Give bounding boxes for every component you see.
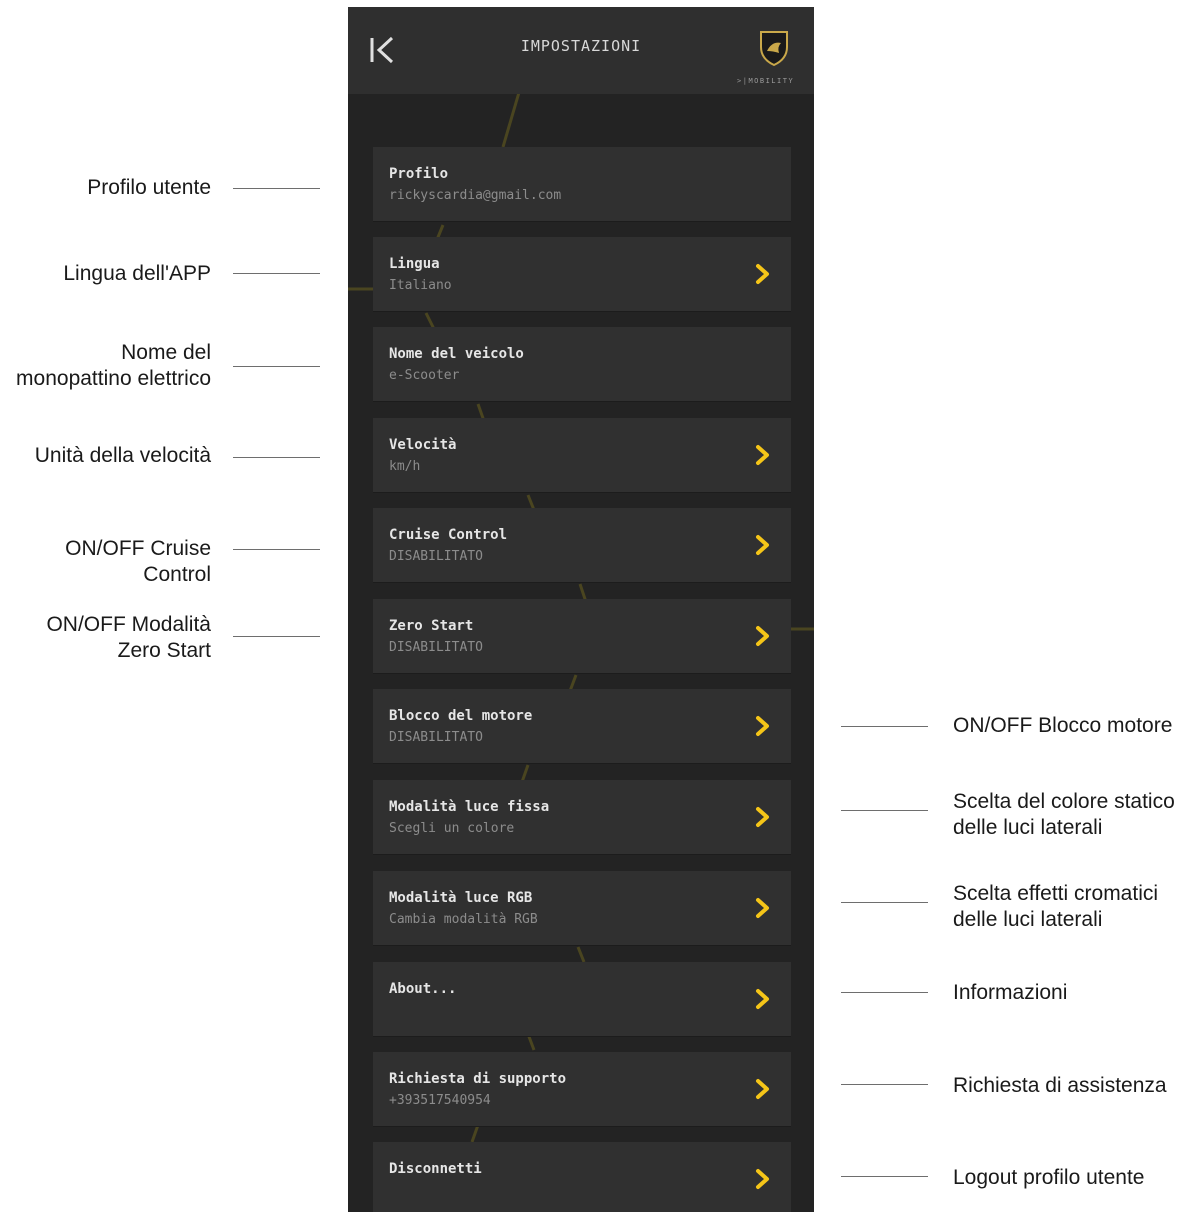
settings-item-blocco-motore[interactable] xyxy=(373,689,791,763)
chevron-right-icon[interactable] xyxy=(755,806,771,828)
settings-item-value: km/h xyxy=(389,459,421,474)
phone-screen xyxy=(348,7,814,1212)
settings-item-title: Velocità xyxy=(389,437,457,453)
chevron-right-icon[interactable] xyxy=(755,1168,771,1190)
chevron-right-icon[interactable] xyxy=(755,988,771,1010)
annotation-label: Logout profilo utente xyxy=(953,1166,1145,1189)
settings-item-value: DISABILITATO xyxy=(389,640,483,655)
annotation-label: ON/OFF Modalità Zero Start xyxy=(46,613,211,662)
settings-item-velocita[interactable] xyxy=(373,418,791,492)
settings-item-value: e-Scooter xyxy=(389,368,460,383)
settings-item-value: Scegli un colore xyxy=(389,821,515,836)
chevron-right-icon[interactable] xyxy=(755,1078,771,1100)
settings-item-cruise-control[interactable] xyxy=(373,508,791,582)
annotation-label: Scelta effetti cromatici delle luci laterali xyxy=(953,882,1159,931)
settings-item-title: Zero Start xyxy=(389,618,474,634)
annotation-label: Scelta del colore statico delle luci laterali xyxy=(953,790,1175,839)
settings-item-title: About... xyxy=(389,981,457,997)
brand-label: >|MOBILITY xyxy=(737,77,795,85)
chevron-right-icon[interactable] xyxy=(755,534,771,556)
settings-item-luce-fissa[interactable] xyxy=(373,780,791,854)
settings-item-title: Nome del veicolo xyxy=(389,346,524,362)
annotation-label: Lingua dell'APP xyxy=(63,262,211,285)
settings-item-nome-veicolo[interactable] xyxy=(373,327,791,401)
settings-item-zero-start[interactable] xyxy=(373,599,791,673)
settings-item-value: Italiano xyxy=(389,278,452,293)
annotation-connector xyxy=(233,188,320,189)
settings-item-luce-rgb[interactable] xyxy=(373,871,791,945)
chevron-right-icon[interactable] xyxy=(755,444,771,466)
settings-item-value: Cambia modalità RGB xyxy=(389,912,538,927)
app-header xyxy=(348,7,814,94)
settings-item-title: Lingua xyxy=(389,256,440,272)
annotation-connector xyxy=(233,366,320,367)
settings-item-title: Profilo xyxy=(389,166,449,182)
annotation-connector xyxy=(841,992,928,993)
settings-item-profilo[interactable] xyxy=(373,147,791,221)
annotation-label: ON/OFF Cruise Control xyxy=(65,537,211,586)
chevron-right-icon[interactable] xyxy=(755,897,771,919)
annotation-connector xyxy=(233,636,320,637)
settings-item-title: Disconnetti xyxy=(389,1161,482,1177)
annotation-connector xyxy=(841,726,928,727)
annotation-connector xyxy=(841,1176,928,1177)
chevron-right-icon[interactable] xyxy=(755,263,771,285)
settings-item-value: +393517540954 xyxy=(389,1093,491,1108)
settings-item-about[interactable] xyxy=(373,962,791,1036)
annotation-connector xyxy=(233,549,320,550)
annotation-connector xyxy=(841,1084,928,1085)
lamborghini-shield-icon xyxy=(758,29,790,67)
settings-item-value: DISABILITATO xyxy=(389,549,483,564)
chevron-right-icon[interactable] xyxy=(755,715,771,737)
settings-item-title: Cruise Control xyxy=(389,527,508,543)
annotation-connector xyxy=(841,902,928,903)
settings-item-value: DISABILITATO xyxy=(389,730,483,745)
page-title: IMPOSTAZIONI xyxy=(520,37,642,55)
settings-item-disconnetti[interactable] xyxy=(373,1142,791,1212)
annotation-label: Unità della velocità xyxy=(34,444,211,467)
settings-item-lingua[interactable] xyxy=(373,237,791,311)
annotation-label: Richiesta di assistenza xyxy=(953,1074,1167,1097)
annotation-connector xyxy=(233,457,320,458)
settings-item-supporto[interactable] xyxy=(373,1052,791,1126)
annotation-label: ON/OFF Blocco motore xyxy=(953,714,1173,737)
settings-item-title: Richiesta di supporto xyxy=(389,1071,567,1087)
annotation-label: Profilo utente xyxy=(87,176,211,199)
annotation-connector xyxy=(841,810,928,811)
chevron-right-icon[interactable] xyxy=(755,625,771,647)
settings-item-title: Modalità luce fissa xyxy=(389,799,550,815)
settings-item-title: Blocco del motore xyxy=(389,708,533,724)
annotation-label: Informazioni xyxy=(953,981,1068,1004)
annotation-connector xyxy=(233,273,320,274)
settings-item-title: Modalità luce RGB xyxy=(389,890,533,906)
annotation-label: Nome del monopattino elettrico xyxy=(16,341,211,390)
settings-item-value: rickyscardia@gmail.com xyxy=(389,188,562,203)
